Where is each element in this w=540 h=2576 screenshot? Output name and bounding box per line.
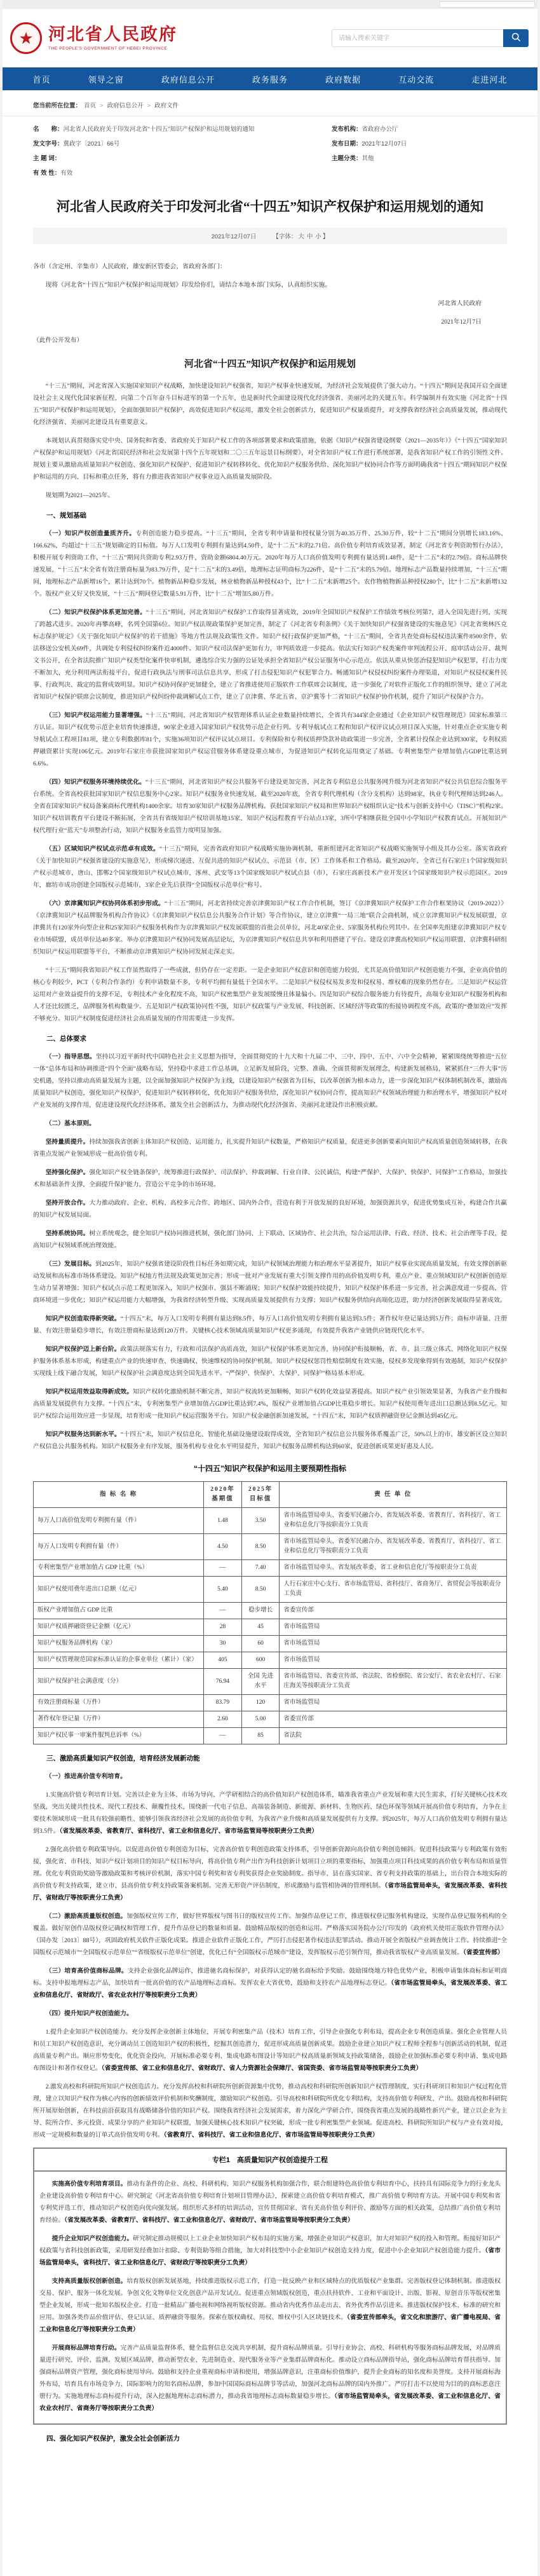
doc-paragraph: 1.实施高价值专利培育计划。完善以企业为主体、市场为导向、产学研相结合的高价值知识产权创造体系，瞄准我省重点产业发展和重大民生需求，打好关键核心技术攻坚战，突出关键共性技术、现代工程技术、颠覆性技术，围绕新一代电子信息、高端装备制造、新能源、新材料、生物医药、绿色环保等领域开展高价值专利培育，力争在主要技术领域形成一批具有较强前瞻性、能够引领我省经济社会发展的高价值专利，为我省产业升级和高质量发展提供有力支撑。到2025年，每万人口高价值发明专利拥有量达到3.5件。（省发展改革委、省教育厅、省科技厅、省工业和信息化厅、省市场监管局等按职责分工负责） <box>33 1792 507 1835</box>
doc-paragraph: （四）知识产权服务环境持续优化。“十三五”期间，河北省知识产权公共服务平台建设更加完善，河北省专利信息公共服务网升级为河北省知识产权公共信息综合服务平台系统。全省高校获批国家知识产权信息服务中心2家。知识产权服务业快速发展，截至2020年底，全省专利代理机构（含分支机构）达到98家，执业专利代理师达到246人。全省在国家知识产权局备案商标代理机构1400余家。培育30家知识产权服务品牌机构。获批国家知识产权局和世界知识产权组织认定“技术与创新支持中心（TISC）”机构2家。知识产权培训教育平台建设不断拓展，全省共有省级知识产权培训基地15家、知识产权远程教育平台站点13家，3所中学相继获批全国中小学知识产权教育试点。开展知识产权代理行业“蓝天”专项整治行动，知识产权服务业监管力度明显加强。 <box>33 779 507 835</box>
table-cell: 省市场监管局 <box>280 1652 507 1669</box>
page <box>3 0 537 2576</box>
section-heading: 三、激励高质量知识产权创造，培育经济发展新动能 <box>46 1755 200 1763</box>
doc-paragraph: 坚持强化保护。强化知识产权全链条保护，统筹推进行政保护、司法保护、仲裁调解、行业自律、公民诚信，构建“严保护、大保护、快保护、同保护”工作格局，加强技术和基础条件支撑，全面提升保护能力，营造公平竞争的市场环境。 <box>33 1169 508 1189</box>
section-heading: 二、总体要求 <box>46 1035 86 1043</box>
special-column-paragraph: 开展商标品牌培育行动。完善产品质量监督体系，健全监督信息交流共享机制，提升商标品牌质量。引导行业协会、高校、科研机构等服务商标品牌发展，对品牌质量进行研究、评价、监测。发展区域品牌，推动新型农业、先进制造业、现代服务业等产业集群品牌商标化。推动设立商标品牌指导站，强化商标品牌培育帮扶指导。加强商标品牌资产管理，强化商标使用导向。鼓励和支持企业重视商标申请和使用，增强品牌意识，注重商标价值维护，提升企业商标的知名度和美誉度。支持开展商标海外布局，培育具有市场竞争力、国际影响力的知名商标品牌，参加中国国际商标品牌节等活动，加强河北商标品牌的国内外推广。严厉打击不以使用为目的的商标恶意注册行为。实施地理标志商标提升行动，深入挖掘地理标志商标潜力，推动我省地理标志商标数量稳步增长。（省市场监管局牵头，省发展改革委、省工业和信息化厅、省农业农村厅、省商务厅等按职责分工负责） <box>39 2345 501 2413</box>
doc-paragraph: （二）激励高质量版权创造。加强版权宣传工作，做好世界版权与图书日的版权宣传工作。加强作品登记工作，推进版权登记服务机构建设，实现作品登记服务机构的全覆盖。做好原创作品版权登记确权和管理工作，提升作品登记的数量和质量。鼓励精品版权的创造和运用。严格落实国务院办公厅印发的《政府机关使用正版软件管理办法》（国办发〔2013〕88号），巩固政府机关软件正版化成果。推进企业软件正版化工作，严厉打击侵犯著作权违法犯罪活动。推动开展全省版权产业调查统计工作。持续推进“全国版权示范城市”“全国版权示范单位”“省级版权示范单位”创建，优化已有“全国版权示范城市”建设，发挥版权示范引领作用，推动我省版权产业高质量发展。（省委宣传部） <box>33 1913 508 1957</box>
meta-value: 2021年12月07日 <box>361 140 407 147</box>
table-row <box>34 1652 507 1669</box>
special-column-paragraph: 提升企业知识产权创造能力。研究制定推动规模以上工业企业加快知识产权布局的实施方案，增强企业知识产权意识，加大对知识产权的投入和管理。衔接好知识产权政策与省科技创新政策，采用研发经费加计扣除、专利资助等组合措施，加大对科技型中小企业知识产权创造支持力度，促进中小企业知识产权创造能力提升。（省市场监管局牵头，省科技厅、省工业和信息化厅、省财政厅等按职责分工负责） <box>39 2235 501 2267</box>
meta-row <box>33 124 332 133</box>
responsible-units: （省委宣传部） <box>463 1949 504 1957</box>
breadcrumb-label: 您当前所在位置： <box>33 102 82 109</box>
table-row <box>34 1695 507 1711</box>
table-cell: 版权产业增加值占 GDP 比重 <box>34 1603 204 1619</box>
table-cell: 省市场监管局牵头、省委军民融合办、省发展改革委、省教育厅、省科技厅、省工业和信息化厅等按职责分工负责 <box>280 1508 507 1534</box>
nav-item-3[interactable]: 政府信息公开 <box>161 74 215 85</box>
table-cell: — <box>204 1603 242 1619</box>
nav-item-2[interactable]: 领导之窗 <box>88 74 124 85</box>
meta-label: 发文字号： <box>33 140 64 147</box>
publish-date: 2021年12月07日 <box>211 233 257 241</box>
font-size-prefix: 【字体： <box>273 233 297 241</box>
doc-paragraph: 2.强化高价值专利政策导向。以促进高价值专利创造为目标，完善高价值专利创造政策支持体系，引导创新资源向高价值专利创造倾斜。促进科技政策与专利政策有效衔接，强化省、市科技、知识产权计划项目的知识产权目标导向，将高价值专利产出作为科技创新计划项目立项的重要指标，加强重点项目科技成果的高价值专利布局和质量管理。优化专利资助奖励等激励政策和考核评价机制，落实中国专利奖和省专利奖获得企业奖励制度。指导市、县在落实国家、省专利支持政策的基础上，出台符合本地实际的高价值专利支持政策，建立市、县高价值专利支持政策备案机制。完善无形资产评估制度，形成激励与监管相协调的管理机制。（省市场监管局牵头，省发展改革委、省科技厅、省财政厅等按职责分工负责） <box>33 1846 508 1902</box>
doc-paragraph: 规划期为2021—2025年。 <box>45 492 114 500</box>
table-header-cell: 2025年 目标值 <box>241 1482 280 1508</box>
date-bar <box>33 228 507 244</box>
responsible-units: （省发展改革委、省教育厅、省科技厅、省工业和信息化厅、省市场监管局等按职责分工负责） <box>59 1828 318 1835</box>
table-cell: 知识产权民事一审案件服判息诉率（%） <box>34 1728 204 1744</box>
doc-paragraph: 知识产权运用效益取得新成效。知识产权转化激励机制不断完善，知识产权流转更加顺畅，知识产权转化效益显著提高。知识产权产业引领效果显著，为我省产业升级和高质量发展提供有力支撑。“十四五”末，专利密集型产业增加值占GDP比重达到7.4%，版权产业增加值占GDP比重稳步增长。知识产权使用费年进出口总额达到8.5亿元。知识产权综合运用效应进一步显现，培育形成一批知识产权运营服务平台。知识产权金融创新加速发展，“十四五”末，知识产权质押融资登记金额达到45亿元。 <box>33 1388 508 1420</box>
table-cell: — <box>204 1560 242 1577</box>
site-search <box>332 29 529 47</box>
doc-paragraph <box>33 1771 507 1783</box>
table-cell: 稳步增长 <box>241 1603 280 1619</box>
table-cell: 省市场监管局牵头、省委军民融合办、省发展改革委、省教育厅、省科技厅、省工业和信息化厅等按职责分工负责 <box>280 1534 507 1560</box>
paragraph-lead: 坚持量质提升。 <box>45 1139 90 1146</box>
special-column-body <box>34 2172 506 2423</box>
top-utility-bar <box>3 0 537 9</box>
font-size-control <box>273 231 328 240</box>
breadcrumb-separator: > <box>147 102 151 109</box>
table-cell: 5.00 <box>241 1711 280 1728</box>
table-cell: 知识产权保护社会满意度（分） <box>34 1669 204 1695</box>
table-header-cell: 指 标 名 称 <box>34 1482 204 1508</box>
table-cell: 省委宣传部 <box>280 1603 507 1619</box>
search-input[interactable] <box>332 29 503 47</box>
doc-paragraph: （六）京津冀知识产权协同体系初步形成。“十三五”期间，河北省持续完善京津冀知识产权工作合作机制，签订《京津冀知识产权保护工作合作框架协议（2019-2022）》《京津冀知识产权品牌服务机构合作协议》《京津冀知识产权信息公共服务合作计划》等合作协议，建立京津冀“一局三地”联合会商机制，成立京津冀知识产权发展联盟，京津冀共有120家外向型企业和25家知识产权服务机构作为京津冀知识产权发展联盟的首批会员单位，河北40家企业、5家服务机构位列其中。在全国率先组建京津冀知识产权专业市场联盟，成员单位达40多家。举办京津冀知识产权协同发展高层论坛，为京津冀知识产权信息共享和利用搭建了平台。建设京津冀高校知识产权运用联盟、京津冀科研组织知识产权运用联盟等平台，不断推动京津冀知识产权协同发展走深走实。 <box>33 900 508 956</box>
table-cell: 省市场监管局 <box>280 1695 507 1711</box>
signature-line: 河北省人民政府 <box>438 300 482 308</box>
paragraph-lead: （一）指导思想。 <box>45 1053 96 1061</box>
search-icon <box>511 32 521 44</box>
paragraph-lead: （一）推进高价值专利培育。 <box>45 1773 126 1781</box>
doc-paragraph: “十三五”期间，河北省深入实施国家知识产权战略，加快建设知识产权强省，知识产权事业快速发展，为经济社会发展提供了强大动力。“十四五”期间是我国开启全面建设社会主义现代化国家新征程、向第二个百年奋斗目标进军的第一个五年，也是新时代全面建设现代化经济强省、美丽河北的关键五年。科学编制并有效实施《河北省“十四五”知识产权保护和运用规划》，全面加强知识产权保护，高效促进知识产权运用，激发全社会创新活力，促进知识产权量质提升，对支撑我省经济社会高质量发展，推动现代化经济强省、美丽河北建设具有重要意义。 <box>33 383 507 427</box>
doc-paragraph: 现将《河北省“十四五”知识产权保护和运用规划》印发给你们，请结合本地本部门实际，认真组织实施。 <box>45 282 332 289</box>
breadcrumb-link-3[interactable]: 政府文件 <box>154 102 179 109</box>
table-row <box>34 1711 507 1728</box>
document-body <box>3 244 537 2470</box>
table-row <box>34 1534 507 1560</box>
nav-item-6[interactable]: 互动交流 <box>398 74 435 85</box>
table-cell: 省市场监管局 <box>280 1636 507 1652</box>
doc-paragraph: （一）指导思想。坚持以习近平新时代中国特色社会主义思想为指导，全面贯彻党的十九大和十九届二中、三中、四中、五中、六中全会精神，紧紧围绕统筹推进“五位一体”总体布局和协调推进“四个全面”战略布局，坚持稳中求进工作总基调，立足新发展阶段，完整、准确、全面贯彻新发展理念，构建新发展格局，紧紧抓住“三件大事”历史机遇，坚持以推动高质量发展为主题，以全面加强知识产权保护为主线，以建设知识产权强省为目标，以改革创新为根本动力，进一步深化知识产权体制机制改革，激励高质量知识产权创造，强化知识产权保护，促进知识产权转移转化，优化知识产权服务供给，深化知识产权协同合作，提高知识产权领域治理能力和治理水平，增强知识产权对产业发展的支撑作用，促进建设现代化经济体系，激发全社会创新活力，为推动现代化经济强省、美丽河北建设作出积极贡献。 <box>33 1053 508 1109</box>
table-row <box>34 1560 507 1577</box>
site-brand[interactable] <box>10 22 177 54</box>
site-title-en: THE PEOPLE'S GOVERNMENT OF HEBEI PROVINCE <box>48 46 168 51</box>
table-cell: 每万人口高价值发明专利拥有量（件） <box>34 1508 204 1534</box>
paragraph-lead: （一）知识产权创造量质齐升。 <box>45 530 136 538</box>
meta-label: 发布日期： <box>331 140 362 147</box>
breadcrumb <box>3 90 537 116</box>
doc-paragraph: “十三五”期间我省知识产权工作虽然取得了一些成就，但仍存在一定差距。一是企业知识产权意识和创造能力较弱，尤其是高价值知识产权创造能力不强，企业高价值的核心专利较少，PCT（专利合作条约）专利申请数量不多，专利平均拥有量低于全国水平。二是知识产权侵权易发多发和侵权易、维权难的现象仍然存在。三是知识产权运营运用对产业效益提升的支撑不足，专利技术产业化程度不高，知识产权密集型产业发展缓慢且体量偏小。四是知识产权综合服务能力有待提升，高端专业知识产权服务机构和人才还比较匮乏，品牌服务机构数量少。五是知识产权政策协同性不强，知识产权政策与产业发展、科技创新、区域经济等政策的衔接协调程度不高，政策的“叠加效应”发挥不够充分。知识产权制度促进经济社会高质量发展的作用需要进一步发挥。 <box>33 967 507 1023</box>
meta-row <box>332 153 507 162</box>
font-size-option-中[interactable]: 中 <box>306 233 313 241</box>
doc-paragraph: 各市（含定州、辛集市）人民政府，雄安新区管委会，省政府各部门： <box>33 263 226 271</box>
paragraph-lead: （三）知识产权运用能力显著增强。 <box>45 712 146 720</box>
table-row <box>34 1577 507 1603</box>
doc-paragraph: 1.提升企业知识产权创造能力。充分发挥企业创新主体地位，开展专利密集产品（技术）培育工作，引导企业强化专利布局，提高企业专利创造质量。强化企业管理人员和员工知识产权创造意识，充分调动员工创造知识产权的积极性，挖掘其创造潜力，促进形成高质量创新成果。鼓励企业建立知识产权工程师全程参与创新活动的机制，促进高质量专利产出。顺应形势变化，优化资金投向，开展标准必要专利、集成电路布图设计等知识产权高质量新领域支持政策储备，鼓励企业加强标准必要专利申请、集成电路布图设计和著作权登记。（省委宣传部、省工业和信息化厅、省财政厅、省人力资源社会保障厅、省国资委、省市场监管局等按职责分工负责） <box>33 2029 507 2072</box>
doc-paragraph: 坚持开放合作。大力推动政府、企业、机构、高校多元合作、跨地区、国内外合作，营造有利于开放发展的良好环境，加强资源共享，促进优势集成互补，构建合作共赢的知识产权发展局面。 <box>33 1200 508 1219</box>
table-row <box>34 1619 507 1636</box>
table-title: “十四五”知识产权保护和运用主要预期性指标 <box>193 1464 346 1474</box>
table-cell: 人行石家庄中心支行、省市场监管局、省科技厅、省商务厅、省贸促会等按职责分工负责 <box>280 1577 507 1603</box>
meta-value: 有效 <box>60 170 73 177</box>
paragraph-lead: 坚持开放合作。 <box>45 1200 90 1207</box>
table-cell: 30 <box>204 1636 242 1652</box>
responsible-units: （省市场监管局牵头，省科技厅、省工业和信息化厅、省财政厅等按职责分工负责） <box>39 2247 501 2267</box>
responsible-units: （省教育厅、省科技厅、省工业和信息化厅、省市场监管局等按职责分工负责） <box>163 2132 379 2139</box>
site-header <box>3 9 537 67</box>
nav-item-5[interactable]: 政府数据 <box>325 74 361 85</box>
document-meta <box>3 116 537 186</box>
top-utility-box[interactable] <box>440 1 535 8</box>
table-header-cell: 责 任 单 位 <box>280 1482 507 1508</box>
page-title: 河北省人民政府关于印发河北省“十四五”知识产权保护和运用规划的通知 <box>57 199 483 214</box>
nav-item-1[interactable]: 首页 <box>32 74 51 85</box>
paragraph-lead: 知识产权保护迈上新台阶。 <box>45 1346 121 1353</box>
doc-paragraph <box>33 2008 507 2020</box>
table-cell: 省市场监管局牵头、省发展改革委、省工业和信息化厅等按职责分工负责 <box>280 1560 507 1577</box>
table-cell: 全国 先进水平 <box>241 1669 280 1695</box>
table-cell: 有效注册商标量（万件） <box>34 1695 204 1711</box>
paragraph-lead: （二）激励高质量版权创造。 <box>45 1913 127 1921</box>
doc-paragraph: （三）发展目标。到2025年，知识产权强省建设阶段性目标任务如期完成，知识产权领域治理能力和治理水平显著提升，知识产权事业实现高质量发展，有效支撑创新驱动发展和高标准市场体系建设。知识产权地方性法规及政策更加完善；形成一批对产业发展有重大引领支撑作用的高价值发明专利，重点产业、重点领域知识产权创新创造原生动力显著增强；知识产权试点示范工程更加深入，知识产权强市、强县不断涌现；知识产权保护效能持续提升，知识产权保护体系进一步完善，社会满意度进一步提高，营商环境进一步优化；知识产权运用能力大幅增强，为我省经济转型升级、实现高质量发展提供有力支撑；知识产权服务供给向高端化迈进，助力经济创新发展取得显著成效。 <box>33 1261 508 1305</box>
table-cell: 5.40 <box>204 1577 242 1603</box>
breadcrumb-link-1[interactable]: 首页 <box>84 102 97 109</box>
table-cell: 600 <box>241 1652 280 1669</box>
paragraph-lead: （三）发展目标。 <box>45 1261 96 1268</box>
font-size-option-大[interactable]: 大 <box>298 233 304 241</box>
indicators-table <box>33 1481 507 1744</box>
table-row <box>34 1636 507 1652</box>
font-size-suffix: 】 <box>322 233 329 241</box>
table-cell: 知识产权服务品牌机构（家） <box>34 1636 204 1652</box>
nav-item-7[interactable]: 走进河北 <box>471 74 508 85</box>
table-cell: 知识产权管理规范国家标准认证的企事业单位（累计）（家） <box>34 1652 204 1669</box>
meta-row <box>332 139 507 147</box>
meta-row <box>33 153 332 162</box>
table-cell: 专利密集型产业增加值占 GDP 比重（%） <box>34 1560 204 1577</box>
paragraph-lead: 知识产权服务达到新水平。 <box>45 1431 121 1439</box>
doc-paragraph: 知识产权创造取得新突破。“十四五”末，每万人口发明专利拥有量达到8.5件，每万人口高价值发明专利拥有量达到3.5件；著作权年登记量达到5万件；商标申请量、注册量、有效注册量稳步增长，有效注册商标量达到120万件。关键核心技术领域高质量知识产权更多涌现，有效提升我省产业链供应链现代化水平。 <box>33 1315 508 1335</box>
table-row <box>34 1603 507 1619</box>
font-size-option-小[interactable]: 小 <box>315 233 321 241</box>
special-column-paragraph: 实施高价值专利培育项目。推动有条件的企业、高校、科研机构、知识产权服务机构加强合作，联合组建特色高价值专利培育中心，扶持具有国际竞争力的行业龙头企业建设高价值专利培育中心。研究制定《河北省高价值专利培育计划项目管理办法》，探索建立高价值专利培育模式，推广高价值专利培育方法。开展中国专利奖和省专利奖评选工作，推动知识产权创造向优向强发展。组织形式多样的培训活动，宣传贯彻国家、省有关高价值专利评价、激励等方面的相关政策，总结推广高价值专利培育经验。（省发展改革委、省教育厅、省科技厅、省工业和信息化厅、省财政厅、省市场监管局等按职责分工负责） <box>39 2181 501 2224</box>
meta-value: 其他 <box>361 155 374 162</box>
meta-row <box>33 168 332 177</box>
meta-value: 省政府办公厅 <box>361 126 398 133</box>
doc-paragraph <box>33 1118 507 1130</box>
table-cell: 83.79 <box>204 1695 242 1711</box>
table-cell: 7.40 <box>241 1560 280 1577</box>
doc-paragraph: 知识产权保护迈上新台阶。政策法规落实有力，行政和司法保护高质高效，知识产权保护体系更加完善，协同保护衔接顺畅，省、市、县三级立体式、网络化知识产权保护服务体系基本形成，构建重点产业的快速审查、快速确权、快速维权的协同保护机制。知识产权侵权惩罚性赔偿制度有效实施，侵权多发现象得到有效遏制，知识产权保护实现线上线下融合发展，知识产权保护社会满意度达到全国先进水平。“严保护、快保护、大保护、同保护”格局基本形成。 <box>33 1346 508 1378</box>
table-cell: 85 <box>241 1728 280 1744</box>
table-cell: 405 <box>204 1652 242 1669</box>
table-row <box>34 1508 507 1534</box>
doc-paragraph: 2.激发高校和科研院所知识产权创造活力。充分发挥高校和科研院所创新资源集中优势，推动高校和科研院所创新知识产权管理制度，实行科研项目和知识产权过程化管理，建立以知识产权作为核心内容的创新绩效评价机制和奖酬制度，激励知识产权创造。引导高校和科研院所优化专利结构，支持高价值专利研发、产出。鼓励高校和科研院所开展原始创新，在科技前沿获取具有战略储备价值的知识产权。围绕我省经济社会发展需求，着力深化产学研合作，围绕我省重点发展的战略性新兴产业，建立以企业为主导、院所合作、多元投资、成果分享的产业知识产权联盟，加强关键核心技术知识产权突破，形成一批专利密集型产业领域。促进高校、科研院所知识产权与产业有效对接，形成一定规模和数量的订单式高价值发明专利。（省教育厅、省科技厅、省工业和信息化厅、省市场监管局等按职责分工负责） <box>33 2083 507 2139</box>
doc-paragraph: 知识产权服务达到新水平。“十四五”末，知识产权信息化、智能化基础设施建设取得成效，全省知识产权信息公共服务体系覆盖广泛，50%以上的市、雄安新区设立知识产权信息公共服务机构。知识产权服务业有序发展，服务机构专业化水平明显提升，知识产权服务品牌机构达到60家，促进创新成果更好惠及人民。 <box>33 1431 507 1451</box>
doc-paragraph: （一）知识产权创造量质齐升。专利创造能力稳步提高。“十三五”期间，全省专利申请量和授权量分别为40.35万件、25.30万件，较“十二五”期间分别增长183.16%、166.62%，均超过“十三五”规划确定的目标值。每万人口发明专利拥有量达到4.50件，是“十二五”末的2.71倍。高价值专利培育成效显著，制定《河北省专利资助暂行办法》，积极开展专利资助工作，“十三五”期间共资助专利2.93万件，资助金额6804.40万元。2020年每万人口高价值发明专利拥有量达到1.48件，是“十二五”末的2.79倍。商标品牌快速发展，“十三五”末全省有效注册商标量为83.79万件，是“十二五”末的3.49倍，地理标志证明商标为226件，是“十二五”末的5.79倍。地理标志产品数量持续增加，“十三五”期间，地理标志产品新增16个，累计达到70个。植物新品种稳步发展，林业植物新品种授权43个，比“十二五”末新增25个。农作物植物新品种授权280个，比“十二五”末新增132个。版权产业又好又快发展，“十三五”期间登记数量5.91万件，比“十二五”增加5.80万件。 <box>33 530 507 598</box>
paragraph-lead: 实施高价值专利培育项目。 <box>51 2181 127 2188</box>
table-cell: 知识产权质押融资登记金额（亿元） <box>34 1619 204 1636</box>
table-header-row <box>34 1482 507 1508</box>
table-cell: 省委宣传部 <box>280 1711 507 1728</box>
paragraph-lead: （二）知识产权保护体系更加完善。 <box>45 609 146 617</box>
table-cell: 120 <box>241 1695 280 1711</box>
meta-label: 有 效 性： <box>33 170 61 177</box>
table-cell: 1.48 <box>204 1508 242 1534</box>
table-cell: 45 <box>241 1619 280 1636</box>
table-cell: 8.50 <box>241 1577 280 1603</box>
responsible-units: （省发展改革委、省教育厅、省科技厅、省工业和信息化厅、省财政厅、省市场监管局等按职责分工负责） <box>64 2217 354 2224</box>
special-column-box <box>33 2148 507 2425</box>
paragraph-lead: 开展商标品牌培育行动。 <box>51 2345 121 2352</box>
table-cell: 知识产权使用费年进出口总额（亿元） <box>34 1577 204 1603</box>
meta-label: 主 题 词： <box>33 155 61 162</box>
table-cell: — <box>204 1728 242 1744</box>
responsible-units: （省市场监管局牵头，省发展改革委、省工业和信息化厅、省农业农村厅、省商务厅等按职责分工负责） <box>39 2393 501 2413</box>
table-cell: 3.50 <box>241 1508 280 1534</box>
meta-label: 名 称： <box>33 126 64 133</box>
table-cell: 著作权年登记量（万件） <box>34 1711 204 1728</box>
paragraph-lead: （六）京津冀知识产权协同体系初步形成。 <box>45 900 165 908</box>
table-cell: 4.50 <box>204 1534 242 1560</box>
doc-paragraph: 本规划认真贯彻落实党中央、国务院和省委、省政府关于知识产权工作的各项部署要求和政策措施，依据《知识产权强省建设纲要（2021—2035年）》《“十四五”国家知识产权保护和运用规划》《河北省国民经济和社会发展第十四个五年规划和二〇三五年远景目标纲要》，对全省知识产权工作进行系统部署，是我省知识产权工作的引领性文件。规划主要从激励高质量知识产权创造、强化知识产权保护、促进知识产权转移转化、优化知识产权服务供给、深化知识产权协同合作等方面明确我省“十四五”期间知识产权保护和运用的方向、目标和重点任务，将有力推进我省知识产权事业迈入高质量发展阶段。 <box>33 437 507 481</box>
meta-value: 河北省人民政府关于印发河北省“十四五”知识产权保护和运用规划的通知 <box>63 126 255 133</box>
table-cell: 2.60 <box>204 1711 242 1728</box>
breadcrumb-separator: > <box>100 102 104 109</box>
doc-paragraph: （此件公开发布） <box>33 337 83 345</box>
doc-paragraph: 坚持系统协同。树立系统观念，健全知识产权协同推进机制，强化部门协同、上下联动、区域协作、社会共治，综合运用法律、行政、经济、技术、社会治理等手段，提高知识产权领域系统治理效能。 <box>33 1230 508 1250</box>
breadcrumb-link-2[interactable]: 政府信息公开 <box>107 102 144 109</box>
doc-paragraph: 坚持量质提升。持续加强我省创新主体知识产权创造、运用能力，扎实提升知识产权数量，严格知识产权质量，促进更多创新要素向知识产权高质量创造领域转移，在我省重点发展产业领域形成一批高价值专利。 <box>33 1139 508 1158</box>
doc-paragraph: （五）区域知识产权试点示范卓有成效。“十三五”期间，完善省政府知识产权战略实施协调机制，重新组建河北省知识产权战略实施领导小组及其办公室。落实省政府《关于加快知识产权强省建设的实施意见》，形成梯次递进、互促共进的知识产权试点、示范县（市、区）工作体系和工作格局。截至2020年，全省已有石家庄1个国家级知识产权示范城市，唐山、邯郸2个国家级知识产权试点城市，涿州、武安等13个国家级知识产权试点县（市），石家庄高新技术产业开发区1个国家级知识产权示范园区。2019年，廊坊市成功创建全国版权示范城市，3家企业先后获得“全国版权示范单位”称号。 <box>33 846 507 889</box>
table-cell: 省市场监管局、省委宣传部、省法院、省检察院、省公安厅、省农业农村厅、石家庄海关等按职责分工负责 <box>280 1669 507 1695</box>
paragraph-lead: 支持高质量版权创新创造。 <box>51 2278 127 2285</box>
paragraph-lead: 知识产权创造取得新突破。 <box>45 1315 121 1323</box>
meta-row <box>332 124 507 133</box>
table-cell: 28 <box>204 1619 242 1636</box>
section-heading: 一、规划基础 <box>46 512 86 520</box>
meta-value: 冀政字〔2021〕66号 <box>63 140 120 147</box>
paragraph-lead: 坚持强化保护。 <box>45 1169 90 1177</box>
main-nav <box>3 67 537 90</box>
table-header-cell: 2020年 基期值 <box>204 1482 242 1508</box>
signature-line: 2021年12月7日 <box>441 319 482 326</box>
paragraph-lead: 坚持系统协同。 <box>45 1230 90 1238</box>
doc-paragraph: （三）知识产权运用能力显著增强。“十三五”期间，河北省知识产权管理体系认证企业数量持续增长，全省共有344家企业通过《企业知识产权管理规范》国家标准第三方认证。知识产权优势示范企业培育快速推进，90家企业进入国家知识产权优势示范企业行列。专利导航试点工程和知识产权评议试点项目深入实施，针对重点企业实施专利导航试点工程项目81项，建立专利数据库81个，实施36项知识产权评议试点项目。专利保险和专利权质押贷款补助政策进一步完善，全省累计投保企业达到300家，专利权质押融资累计实现106亿元。2019年石家庄市获批国家知识产权运营服务体系建设重点城市，为促进知识产权转化运用奠定了基础。专利密集型产业增加值占GDP比重达到6.6%。 <box>33 712 507 768</box>
table-cell: 省法院 <box>280 1728 507 1744</box>
responsible-units: （省委宣传部、省工业和信息化厅、省财政厅、省人力资源社会保障厅、省国资委、省市场监管局等按职责分工负责） <box>101 2065 422 2072</box>
table-row <box>34 1669 507 1695</box>
paragraph-lead: （五）区域知识产权试点示范卓有成效。 <box>45 846 159 853</box>
paragraph-lead: （二）基本原则。 <box>45 1120 95 1128</box>
search-button[interactable] <box>503 29 529 47</box>
table-cell: 8.50 <box>241 1534 280 1560</box>
table-row <box>34 1728 507 1744</box>
section-heading: 四、强化知识产权保护，激发全社会创新活力 <box>46 2435 180 2443</box>
doc-paragraph: （三）培育高价值商标品牌。支持企业强化品牌运作，推进驰名商标保护，对获得认定的驰名商标给予奖励。鼓励围绕地方特色优势产业，积极申请集体商标和证明商标。支持申报地理标志产品，加快培育一批高价值的农产品地理标志商标。发挥农业大省优势，鼓励和支持农产品地理标志登记。（省市场监管局牵头，省发展改革委、省工业和信息化厅、省财政厅、省农业农村厅等按职责分工负责） <box>33 1968 508 1999</box>
special-column-paragraph: 支持高质量版权创新创造。培育版权创新发展基地，持续推进版权示范工作，打造一批反映产业和区域特点的优质版权产业集群。完善版权登记体制机制。推进版权交易、保护、服务一体化发展。争创文化文物单位文化创意产品开发试点。促进重点领域版权创造，重点扶持软件、工业和平面设计、出版、影视、原创音乐等版权密集型企业发展，形成一批知名版权企业。打造一批精品广播电视和网络视听版权资源。推动省内优秀作品走出去、省外优秀作品引进来。推进版权保护技术、标准的研究和应用。加强各类作品价值评估、登记认证、质押融资等服务。探索在版权确权、用权、维权中引入区块链技术。（省委宣传部牵头，省文化和旅游厅、省广播电视局、省工业和信息化厅等按职责分工负责） <box>39 2278 501 2334</box>
responsible-units: （省市场监管局牵头，省发展改革委、省科技厅、省财政厅等按职责分工负责） <box>33 1882 508 1902</box>
meta-row <box>33 139 332 147</box>
responsible-units: （省委宣传部牵头，省文化和旅游厅、省广播电视局、省工业和信息化厅等按职责分工负责） <box>39 2314 501 2334</box>
paragraph-lead: 知识产权运用效益取得新成效。 <box>45 1388 133 1396</box>
responsible-units: （省市场监管局牵头，省发展改革委、省工业和信息化厅、省财政厅、省农业农村厅等按职责分工负责） <box>33 1980 507 1999</box>
meta-label: 发布机构： <box>331 126 362 133</box>
meta-label: 主题分类： <box>331 155 362 162</box>
paragraph-lead: （三）培育高价值商标品牌。 <box>45 1968 128 1975</box>
table-cell: 60 <box>241 1636 280 1652</box>
doc-paragraph: （二）知识产权保护体系更加完善。“十三五”期间，河北省知识产权保护工作取得显著成效，2019年全国知识产权保护工作绩效考核位列第7，进入全国先进行列，实现了跨越式进步。2020年再攀高峰，名列全国第6位。知识产权法规政策保护更加完善，制定了《河北省专利条例》《关于加快知识产权强省建设的实施意见》《河北省奥林匹克标志保护规定》《关于强化知识产权保护的若干措施》等地方性法规及政策性文件。知识产权行政保护更加严格，“十三五”期间，全省共查处商标侵权违法案件8500余件，依法移送公安机关69件，共调处专利侵权纠纷案件近4000件。知识产权司法保护更加有力，审判质效进一步提高。依法实行知识产权类案件审判流程公开、庭审活动公开、裁判文书公开，在全省法院推广知识产权类型化案件快审机制，遴选综合实力强的公证处承担全省知识产权公证服务中心示范点。依法从重从快惩治侵犯知识产权犯罪，打击力度不断加大，充分利用两法衔接平台，促进行政执法与刑事司法信息共享，形成了打击侵犯知识产权犯罪合力。畅通知识产权侵权纠纷案件办理渠道，对知识产权侵权案件民事、行政判决、裁定的监督成效明显。知识产权协同保护更加健全，建立了省推进使用正版软件工作联席会议制度，进一步强化了对软件正版化工作的组织领导，建立了河北省知识产权保护联席会议制度，推进知识产权纠纷仲裁调解试点工作，建立了京津冀、华北五省、京沪冀等十二省知识产权保护协作机制，提升了知识产权保护合力。 <box>33 609 507 701</box>
special-column-title: 专栏1 高质量知识产权创造提升工程 <box>34 2149 506 2172</box>
paragraph-lead: （四）提升知识产权创造能力。 <box>45 2010 133 2018</box>
nav-item-4[interactable]: 政务服务 <box>252 74 288 85</box>
plan-title: 河北省“十四五”知识产权保护和运用规划 <box>184 359 356 370</box>
table-cell: 每万人口发明专利拥有量（件） <box>34 1534 204 1560</box>
table-cell: 76.94 <box>204 1669 242 1695</box>
paragraph-lead: 提升企业知识产权创造能力。 <box>51 2235 133 2243</box>
site-title: 河北省人民政府 <box>48 25 177 45</box>
table-cell: 省市场监管局 <box>280 1619 507 1636</box>
national-emblem-icon: ★ <box>10 22 42 54</box>
paragraph-lead: （四）知识产权服务环境持续优化。 <box>45 779 145 786</box>
